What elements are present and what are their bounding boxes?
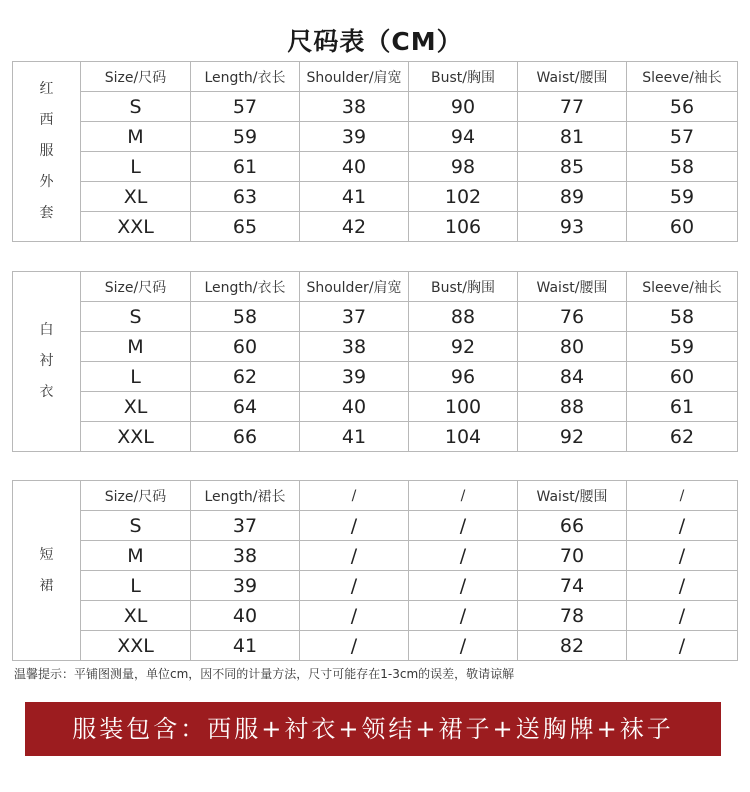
header-bust: Bust/胸围 [409, 272, 518, 302]
size-table-suit-jacket [12, 61, 738, 242]
cell-size: L [81, 571, 191, 601]
cell-bust: 96 [409, 362, 518, 392]
header-size: Size/尺码 [81, 62, 191, 92]
cell-shoulder: 41 [300, 182, 409, 212]
cell-waist: 92 [518, 422, 627, 452]
cell-length: 64 [191, 392, 300, 422]
cell-length: 39 [191, 571, 300, 601]
cell-empty: / [627, 631, 738, 661]
table-row [13, 122, 738, 152]
table-row [13, 601, 738, 631]
table-row [13, 212, 738, 242]
cell-size: S [81, 511, 191, 541]
cell-bust: 106 [409, 212, 518, 242]
cell-bust: 100 [409, 392, 518, 422]
cell-length: 59 [191, 122, 300, 152]
header-size: Size/尺码 [81, 272, 191, 302]
cell-shoulder: 37 [300, 302, 409, 332]
cell-waist: 93 [518, 212, 627, 242]
package-contents-banner: 服装包含：西服+衬衣+领结+裙子+送胸牌+袜子 [25, 702, 721, 756]
cell-length: 57 [191, 92, 300, 122]
cell-length: 41 [191, 631, 300, 661]
cell-shoulder: 42 [300, 212, 409, 242]
cell-waist: 82 [518, 631, 627, 661]
cell-size: XXL [81, 212, 191, 242]
table-row [13, 541, 738, 571]
table-header-row [13, 62, 738, 92]
cell-empty: / [300, 511, 409, 541]
cell-length: 65 [191, 212, 300, 242]
header-waist: Waist/腰围 [518, 272, 627, 302]
cell-waist: 77 [518, 92, 627, 122]
category-label: 红 西 服 外 套 [13, 62, 81, 242]
cell-waist: 66 [518, 511, 627, 541]
cell-empty: / [300, 541, 409, 571]
cell-sleeve: 62 [627, 422, 738, 452]
table-header-row [13, 272, 738, 302]
header-empty: / [627, 481, 738, 511]
header-length: Length/衣长 [191, 62, 300, 92]
cell-sleeve: 58 [627, 302, 738, 332]
header-sleeve: Sleeve/袖长 [627, 272, 738, 302]
page-title: 尺码表（CM） [287, 27, 463, 56]
cell-waist: 78 [518, 601, 627, 631]
cell-size: XL [81, 182, 191, 212]
cell-waist: 70 [518, 541, 627, 571]
header-empty: / [300, 481, 409, 511]
cell-bust: 88 [409, 302, 518, 332]
cell-empty: / [300, 571, 409, 601]
cell-length: 66 [191, 422, 300, 452]
cell-bust: 94 [409, 122, 518, 152]
cell-empty: / [409, 571, 518, 601]
cell-waist: 84 [518, 362, 627, 392]
header-waist: Waist/腰围 [518, 62, 627, 92]
cell-sleeve: 58 [627, 152, 738, 182]
cell-sleeve: 56 [627, 92, 738, 122]
cell-size: M [81, 122, 191, 152]
header-size: Size/尺码 [81, 481, 191, 511]
size-table-white-shirt [12, 271, 738, 452]
cell-empty: / [409, 511, 518, 541]
cell-length: 63 [191, 182, 300, 212]
cell-sleeve: 59 [627, 332, 738, 362]
cell-shoulder: 40 [300, 392, 409, 422]
cell-length: 40 [191, 601, 300, 631]
table-row [13, 392, 738, 422]
cell-sleeve: 61 [627, 392, 738, 422]
cell-shoulder: 39 [300, 362, 409, 392]
cell-length: 60 [191, 332, 300, 362]
table-row [13, 92, 738, 122]
table-row [13, 571, 738, 601]
cell-size: XL [81, 392, 191, 422]
header-length: Length/衣长 [191, 272, 300, 302]
cell-size: S [81, 302, 191, 332]
header-sleeve: Sleeve/袖长 [627, 62, 738, 92]
cell-bust: 102 [409, 182, 518, 212]
table-row [13, 362, 738, 392]
cell-waist: 88 [518, 392, 627, 422]
cell-empty: / [627, 511, 738, 541]
cell-length: 62 [191, 362, 300, 392]
header-length: Length/裙长 [191, 481, 300, 511]
cell-sleeve: 57 [627, 122, 738, 152]
cell-empty: / [409, 631, 518, 661]
cell-waist: 89 [518, 182, 627, 212]
cell-shoulder: 38 [300, 332, 409, 362]
table-row [13, 332, 738, 362]
cell-empty: / [300, 601, 409, 631]
cell-empty: / [627, 571, 738, 601]
table-row [13, 182, 738, 212]
header-bust: Bust/胸围 [409, 62, 518, 92]
cell-shoulder: 41 [300, 422, 409, 452]
size-table-skirt [12, 480, 738, 661]
cell-shoulder: 40 [300, 152, 409, 182]
cell-length: 37 [191, 511, 300, 541]
table-header-row [13, 481, 738, 511]
cell-sleeve: 59 [627, 182, 738, 212]
cell-size: L [81, 152, 191, 182]
cell-empty: / [409, 601, 518, 631]
header-empty: / [409, 481, 518, 511]
table-row [13, 422, 738, 452]
cell-size: L [81, 362, 191, 392]
cell-sleeve: 60 [627, 362, 738, 392]
cell-waist: 80 [518, 332, 627, 362]
cell-sleeve: 60 [627, 212, 738, 242]
table-row [13, 302, 738, 332]
cell-bust: 104 [409, 422, 518, 452]
cell-empty: / [300, 631, 409, 661]
cell-length: 61 [191, 152, 300, 182]
cell-bust: 90 [409, 92, 518, 122]
table-row [13, 511, 738, 541]
cell-waist: 74 [518, 571, 627, 601]
header-shoulder: Shoulder/肩宽 [300, 272, 409, 302]
cell-length: 38 [191, 541, 300, 571]
cell-waist: 85 [518, 152, 627, 182]
cell-bust: 98 [409, 152, 518, 182]
cell-shoulder: 39 [300, 122, 409, 152]
cell-length: 58 [191, 302, 300, 332]
cell-size: S [81, 92, 191, 122]
cell-empty: / [409, 541, 518, 571]
cell-empty: / [627, 541, 738, 571]
category-label: 白 衬 衣 [13, 272, 81, 452]
category-label: 短 裙 [13, 481, 81, 661]
cell-size: XXL [81, 422, 191, 452]
measurement-note: 温馨提示：平铺图测量，单位cm，因不同的计量方法，尺寸可能存在1-3cm的误差，敬请谅解 [14, 667, 515, 681]
header-shoulder: Shoulder/肩宽 [300, 62, 409, 92]
cell-size: M [81, 332, 191, 362]
cell-empty: / [627, 601, 738, 631]
header-waist: Waist/腰围 [518, 481, 627, 511]
cell-waist: 76 [518, 302, 627, 332]
cell-waist: 81 [518, 122, 627, 152]
cell-size: XL [81, 601, 191, 631]
cell-size: M [81, 541, 191, 571]
cell-size: XXL [81, 631, 191, 661]
cell-shoulder: 38 [300, 92, 409, 122]
table-row [13, 631, 738, 661]
cell-bust: 92 [409, 332, 518, 362]
table-row [13, 152, 738, 182]
